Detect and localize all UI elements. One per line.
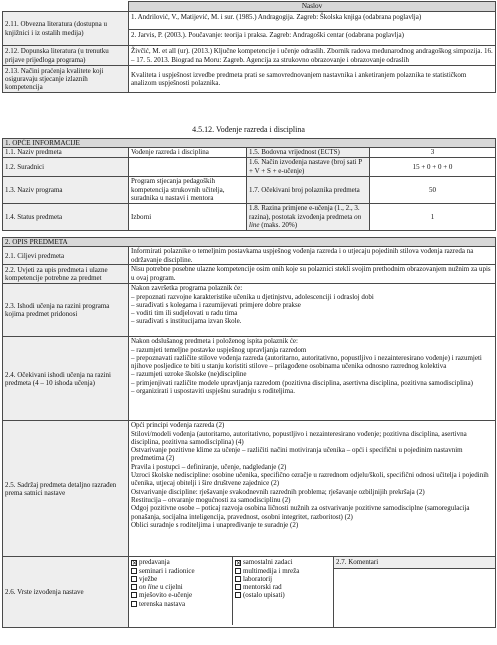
checkbox-checked-icon[interactable]: ✕ xyxy=(132,561,138,568)
checkbox-icon[interactable] xyxy=(235,592,241,598)
outcome-item: – prepoznavati različite stilove vođenja razreda (autoritarno, autoritativno, popustljivo i nezainteresirano vođenje) i razumjeti njihove posljedice te biti u stanju koristiti stilove – prilagođene osobinama učenika odnosno razrednog kolektiva xyxy=(131,353,482,371)
supplementary-literature-value: Živčić, M. et all (ur). (2013.) Ključne kompetencije i učenje odraslih. Zbornik radova međunarodnog andragoškog simpozija. 16. – 17. 5. 2013. Biograd na Moru: Zagreb. Agencija za strukovno obrazovanje i obrazovanje odraslih xyxy=(129,46,496,66)
comments-cell[interactable] xyxy=(334,557,496,627)
course-name-value: Vođenje razreda i disciplina xyxy=(129,148,247,158)
course-name-label: 1.1. Naziv predmeta xyxy=(3,148,129,158)
literature-table xyxy=(2,1,496,93)
program-name-value: Program stjecanja pedagoških kompetencija strukovnih učitelja, suradnika u nastavi i mentora xyxy=(129,177,247,204)
checkbox-option[interactable]: vježbe xyxy=(131,575,230,583)
associates-label: 1.2. Suradnici xyxy=(3,158,129,177)
goals-label: 2.1. Ciljevi predmeta xyxy=(3,247,129,265)
checkbox-icon[interactable] xyxy=(235,568,241,574)
content-item: Ostvarivanje discipline: rješavanje svakodnevnih razrednih problema; rješavanje ozbiljnijih prekršaja (2) xyxy=(131,487,425,496)
checkbox-icon[interactable] xyxy=(131,568,137,574)
prerequisites-label: 2.2. Uvjeti za upis predmeta i ulazne kompetencije potrebne za predmet xyxy=(3,265,129,284)
outcome-item: – razumjeti temeljne postavke uspješnog upravljanja razredom xyxy=(131,345,307,354)
checkbox-option[interactable]: terenska nastava xyxy=(131,600,230,608)
program-outcomes-value xyxy=(129,284,496,337)
course-outcomes-value xyxy=(129,337,496,421)
checkbox-option[interactable]: mješovito e-učenje xyxy=(131,591,230,599)
course-description-table xyxy=(2,237,496,628)
content-item: Pravila i postupci – definiranje, učenje, nadgledanje (2) xyxy=(131,462,287,471)
teaching-types-options xyxy=(129,557,334,627)
outcome-item: – primjenjivati različite modele upravljanja razredom (pozitivna disciplina, asertivna disciplina, pozitivna samodisciplina) xyxy=(131,378,473,387)
supplementary-literature-label: 2.12. Dopunska literatura (u trenutku prijave prijedloga programa) xyxy=(3,46,129,66)
course-status-value: Izborni xyxy=(129,204,247,231)
outcome-item: – organizirati i uspostaviti uspješnu suradnju s roditeljima. xyxy=(131,387,295,396)
teaching-mode-label: 1.6. Način izvođenja nastave (broj sati P + V + S + e-učenje) xyxy=(247,158,370,177)
teaching-mode-value: 15 + 0 + 0 + 0 xyxy=(370,158,496,177)
checkbox-checked-icon[interactable]: ✕ xyxy=(235,561,241,568)
ects-value: 3 xyxy=(370,148,496,158)
quality-monitoring-value: Kvaliteta i uspješnost izvedbe predmeta prati se samovrednovanjem nastavnika i anketiranjem polaznika te statističkom analizom uspješnosti polaznika. xyxy=(129,66,496,93)
goals-value: Informirati polaznike o temeljnim postavkama uspješnog vođenja razreda i o utjecaju pojedinih stilova vođenja razreda na održavanje discipline. xyxy=(129,247,496,265)
section-title: 4.5.12. Vođenje razreda i disciplina xyxy=(192,125,305,134)
course-description-header: 2. OPIS PREDMETA xyxy=(3,238,496,247)
program-outcomes-label: 2.3. Ishodi učenja na razini programa kojima predmet pridonosi xyxy=(3,284,129,337)
elearning-level-value: 1 xyxy=(370,204,496,231)
elearning-level-label: 1.8. Razina primjene e-učenja (1., 2., 3. razina), postotak izvođenja predmeta on line (maks. 20%) xyxy=(247,204,370,231)
checkbox-icon[interactable] xyxy=(131,601,137,607)
program-outcomes-intro: Nakon završetka programa polaznik će: xyxy=(131,284,243,293)
checkbox-option[interactable]: ✕ samostalni zadaci xyxy=(235,558,293,568)
checkbox-option[interactable]: on line u cijelni xyxy=(131,583,230,591)
course-outcomes-label: 2.4. Očekivani ishodi učenja na razini predmeta (4 – 10 ishoda učenja) xyxy=(3,337,129,421)
checkbox-option[interactable]: ✕ predavanja xyxy=(132,558,170,568)
content-item: Ostvarivanje pozitivne klime za učenje – različiti načini motiviranja učenika – opći i specifični u pojedinim nastavnim predmetima (2) xyxy=(131,446,463,463)
outcome-item: – razumjeti uzroke školske (ne)discipline xyxy=(131,370,247,379)
content-item: Stilovi/modeli vođenja (autoritarno, autoritativno, popustljivo i nezainteresirano vođenje; pozitivna disciplina, asertivna disciplina, pozitivna samodisciplina) (4) xyxy=(131,429,467,446)
comments-label: 2.7. Komentari xyxy=(334,557,495,568)
content-item: Odgoj pozitivne osobe – poticaj razvoja osobina ličnosti nužnih za ostvarivanje pozitivne samodisciplne (samoregulacija ponašanja, socijalna inteligencija, pravednost, osobni integritet, razboritost) (2) xyxy=(131,504,470,521)
literature-item: 1. Andrilović, V., Matijević, M. i sur. (1985.) Andragogija. Zagreb: Školska knjiga (odabrana poglavlja) xyxy=(129,12,495,30)
literature-item: 2. Jarvis, P. (2003.). Poučavanje: teorija i praksa. Zagreb: Andragoški centar (odabrana poglavlja) xyxy=(131,31,404,39)
required-literature-label: 2.11. Obvezna literatura (dostupna u knjižnici i iz ostalih medija) xyxy=(3,12,129,46)
content-item: Oblici suradnje s roditeljima i unapređivanje te suradnje (2) xyxy=(131,520,299,529)
prerequisites-value: Nisu potrebne posebne ulazne kompetencije osim onih koje su polaznici stekli svojim prethodnim obrazovanjem nužnim za upis u ovaj program. xyxy=(129,265,496,284)
checkbox-option[interactable]: laboratorij xyxy=(235,575,331,583)
outcome-item: – surađivati s kolegama i razumijevati primjere dobre prakse xyxy=(131,300,301,309)
literature-header: Naslov xyxy=(129,2,496,12)
quality-monitoring-label: 2.13. Načini praćenja kvalitete koji osiguravaju stjecanje izlaznih kompetencija xyxy=(3,66,129,93)
checkbox-option[interactable]: seminari i radionice xyxy=(131,567,230,575)
content-item: Uzroci školske nediscipline: osobine učenika, specifično ozračje u razrednom odjelu/školi, specifični odnosi učitelja i pojedinih učenika, utjecaj obitelji i šire društvene zajednice (2) xyxy=(131,471,489,488)
outcome-item: – prepoznati razvojne karakteristike učenika u djetinjstvu, adolescenciji i odrasloj dobi xyxy=(131,292,374,301)
course-outcomes-intro: Nakon odslušanog predmeta i položenog ispita polaznik će: xyxy=(131,337,298,346)
checkbox-icon[interactable] xyxy=(235,576,241,582)
program-name-label: 1.3. Naziv programa xyxy=(3,177,129,204)
content-label: 2.5. Sadržaj predmeta detaljno razrađen prema satnici nastave xyxy=(3,421,129,557)
general-info-table xyxy=(2,138,496,231)
outcome-item: – voditi tim ili sudjelovati u radu tima xyxy=(131,309,238,318)
general-info-header: 1. OPĆE INFORMACIJE xyxy=(3,139,496,148)
checkbox-icon[interactable] xyxy=(131,592,137,598)
content-value xyxy=(129,421,496,557)
comments-field[interactable] xyxy=(334,569,495,627)
expected-students-value: 50 xyxy=(370,177,496,204)
checkbox-option[interactable]: mentorski rad xyxy=(235,583,331,591)
checkbox-icon[interactable] xyxy=(131,576,137,582)
checkbox-icon[interactable] xyxy=(131,584,137,590)
checkbox-option[interactable]: multimedija i mreža xyxy=(235,567,331,575)
checkbox-icon[interactable] xyxy=(235,584,241,590)
course-status-label: 1.4. Status predmeta xyxy=(3,204,129,231)
expected-students-label: 1.7. Očekivani broj polaznika predmeta xyxy=(247,177,370,204)
teaching-types-label: 2.6. Vrste izvođenja nastave xyxy=(3,557,129,627)
content-item: Opći principi vođenja razreda (2) xyxy=(131,421,225,430)
ects-label: 1.5. Bodovna vrijednost (ECTS) xyxy=(247,148,370,158)
content-item: Restitucija – otvaranje mogućnosti za samodisciplinu (2) xyxy=(131,495,291,504)
checkbox-option[interactable]: (ostalo upisati) xyxy=(235,591,331,599)
associates-value xyxy=(129,158,247,177)
outcome-item: – surađivati s institucijama izvan škole. xyxy=(131,317,242,326)
